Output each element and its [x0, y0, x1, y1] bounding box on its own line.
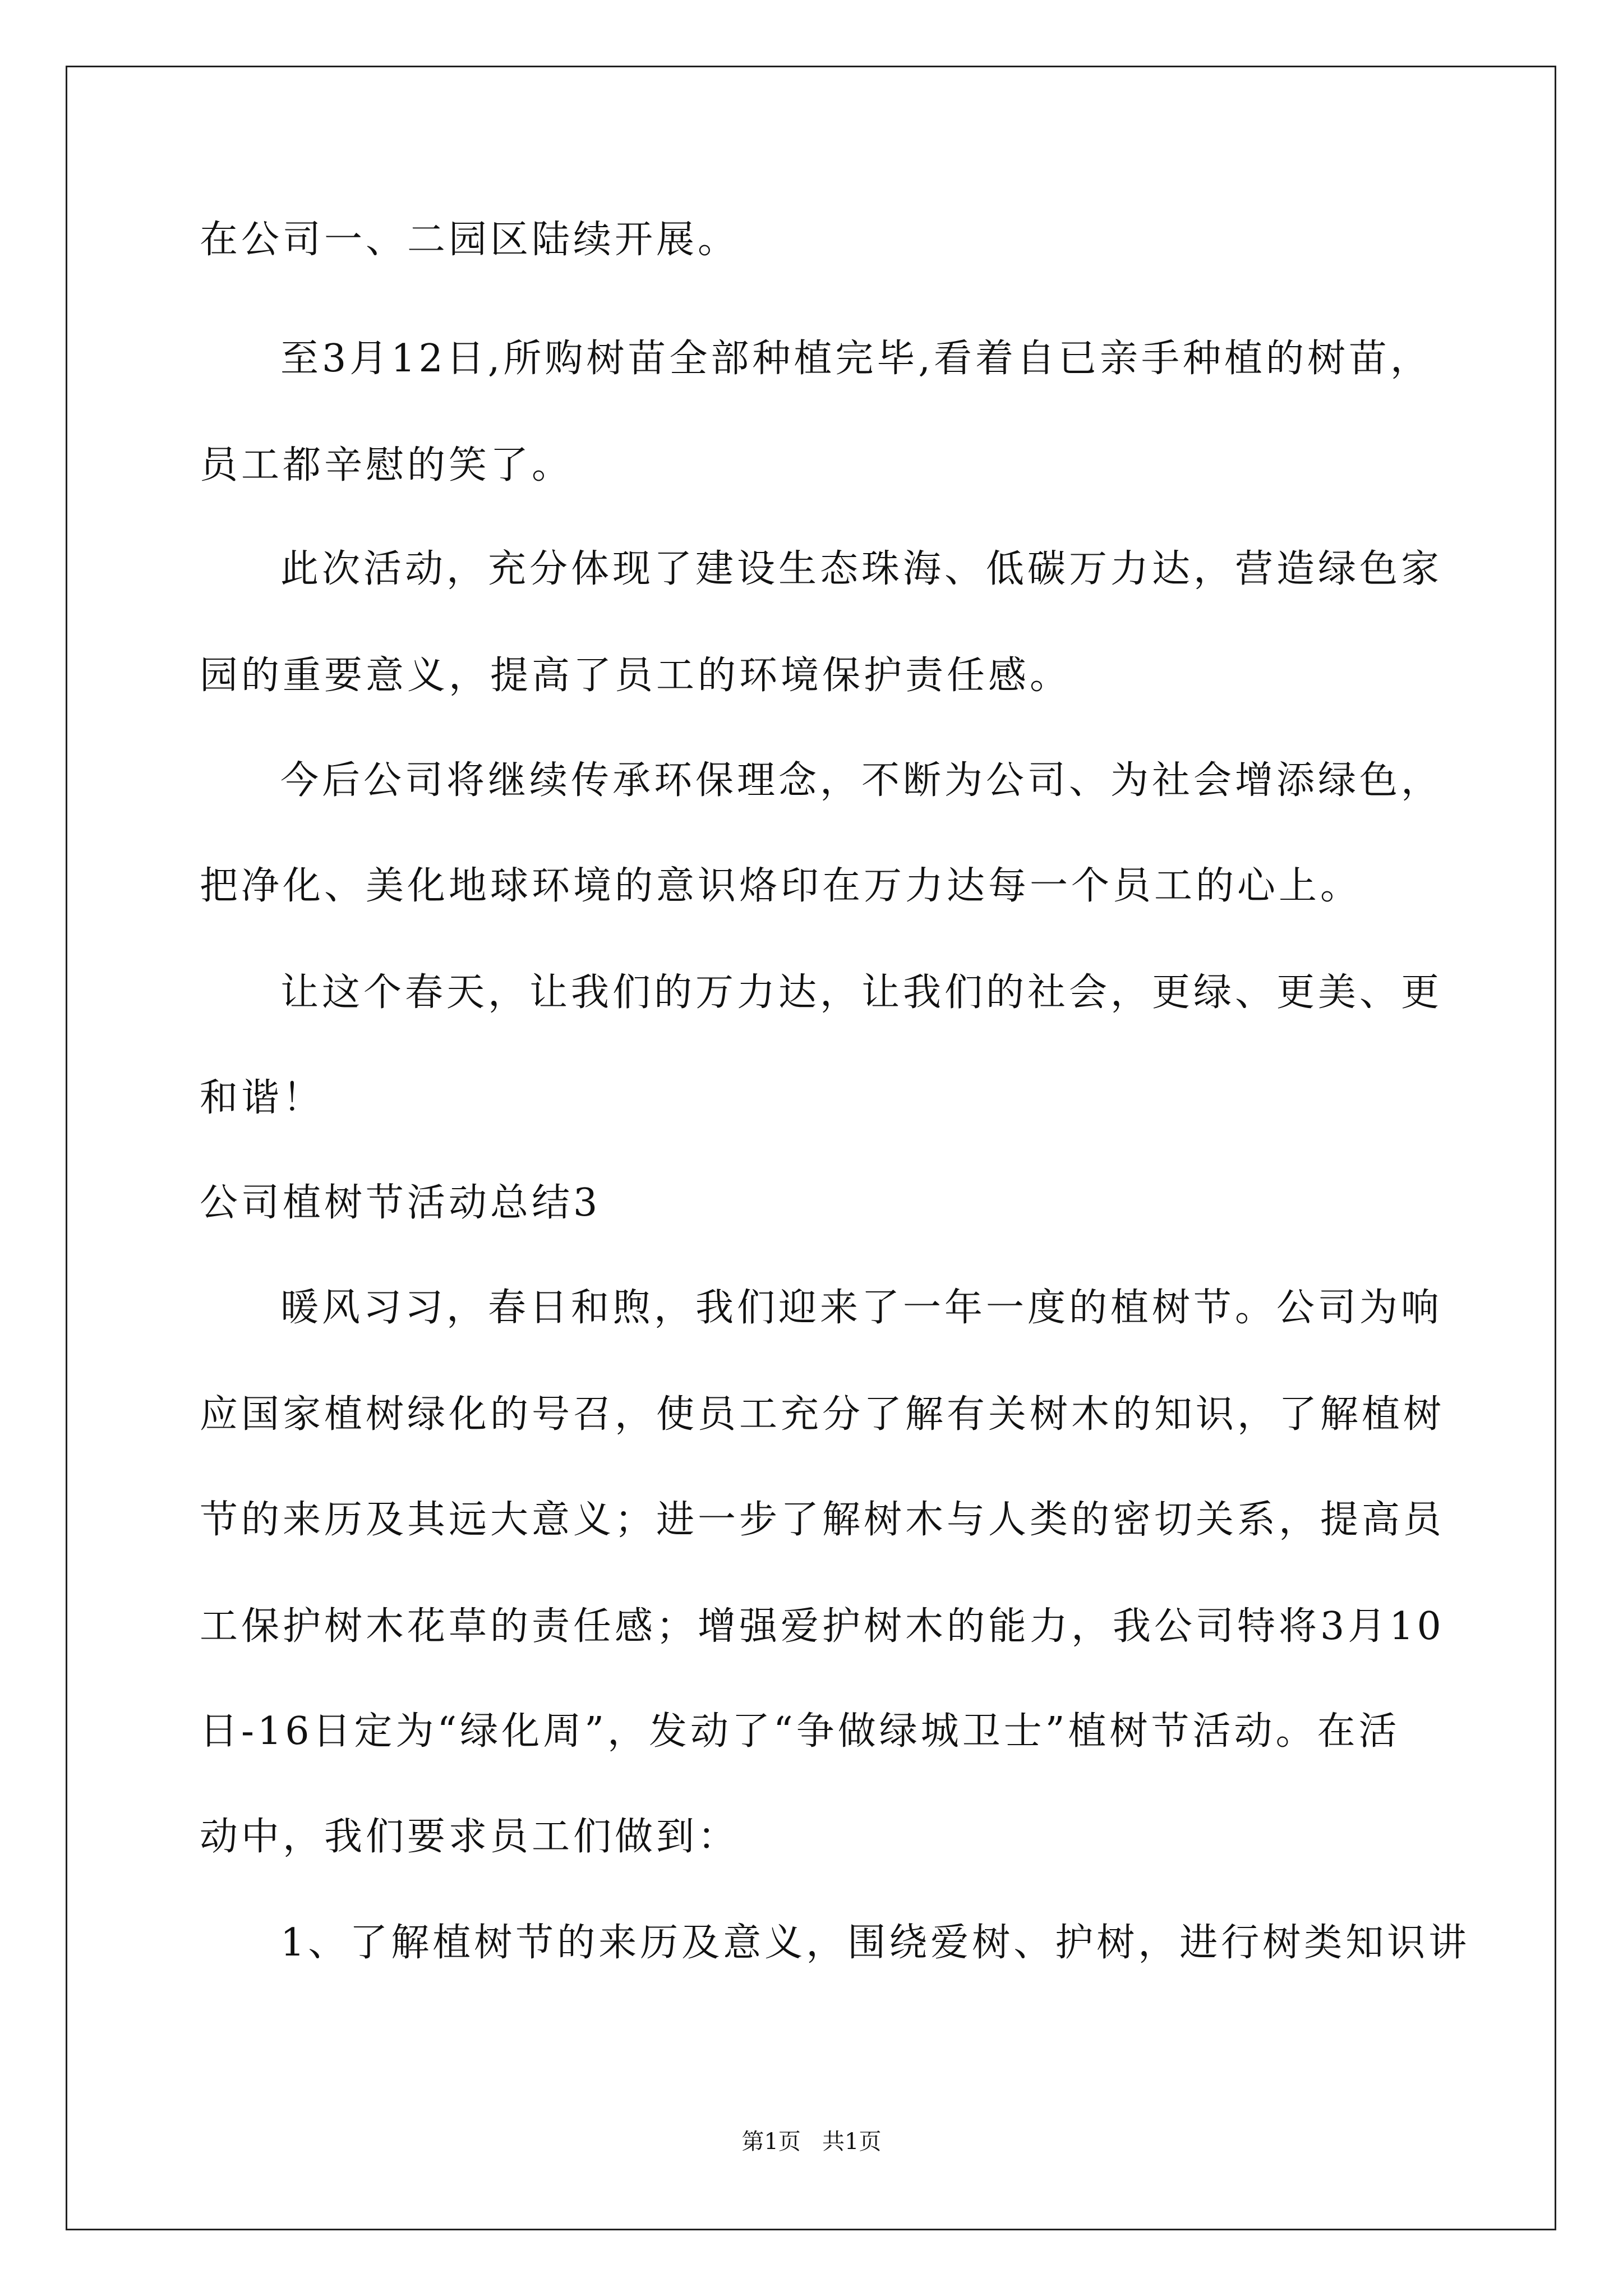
page-footer: 第1页 共1页 — [741, 2129, 882, 2155]
text-line: 节的来历及其远大意义；进一步了解树木与人类的密切关系，提高员 — [200, 1498, 1445, 1542]
text-line: 工保护树木花草的责任感；增强爱护树木的能力，我公司特将3月10 — [200, 1604, 1445, 1649]
text-line: 动中，我们要求员工们做到： — [200, 1815, 740, 1859]
text-line: 至3月12日,所购树苗全部种植完毕,看着自已亲手种植的树苗， — [280, 337, 1432, 381]
text-line: 应国家植树绿化的号召，使员工充分了解有关树木的知识，了解植树 — [200, 1392, 1445, 1437]
text-line: 把净化、美化地球环境的意识烙印在万力达每一个员工的心上。 — [200, 864, 1362, 908]
text-line: 在公司一、二园区陆续开展。 — [200, 218, 740, 262]
text-line: 园的重要意义，提高了员工的环境保护责任感。 — [200, 654, 1072, 698]
page-border — [66, 66, 1556, 2230]
text-line: 让这个春天，让我们的万力达，让我们的社会，更绿、更美、更 — [280, 970, 1443, 1015]
text-line: 和谐！ — [200, 1076, 325, 1120]
text-line: 今后公司将继续传承环保理念，不断为公司、为社会增添绿色， — [280, 758, 1443, 803]
text-line: 1、了解植树节的来历及意义，围绕爱树、护树，进行树类知识讲 — [280, 1921, 1470, 1965]
text-line: 日-16日定为“绿化周”，发动了“争做绿城卫士”植树节活动。在活 — [200, 1709, 1400, 1754]
section-heading: 公司植树节活动总结3 — [200, 1181, 601, 1225]
text-line: 员工都辛慰的笑了。 — [200, 443, 574, 487]
text-line: 暖风习习，春日和煦，我们迎来了一年一度的植树节。公司为响 — [280, 1286, 1443, 1330]
text-line: 此次活动，充分体现了建设生态珠海、低碳万力达，营造绿色家 — [280, 547, 1443, 591]
